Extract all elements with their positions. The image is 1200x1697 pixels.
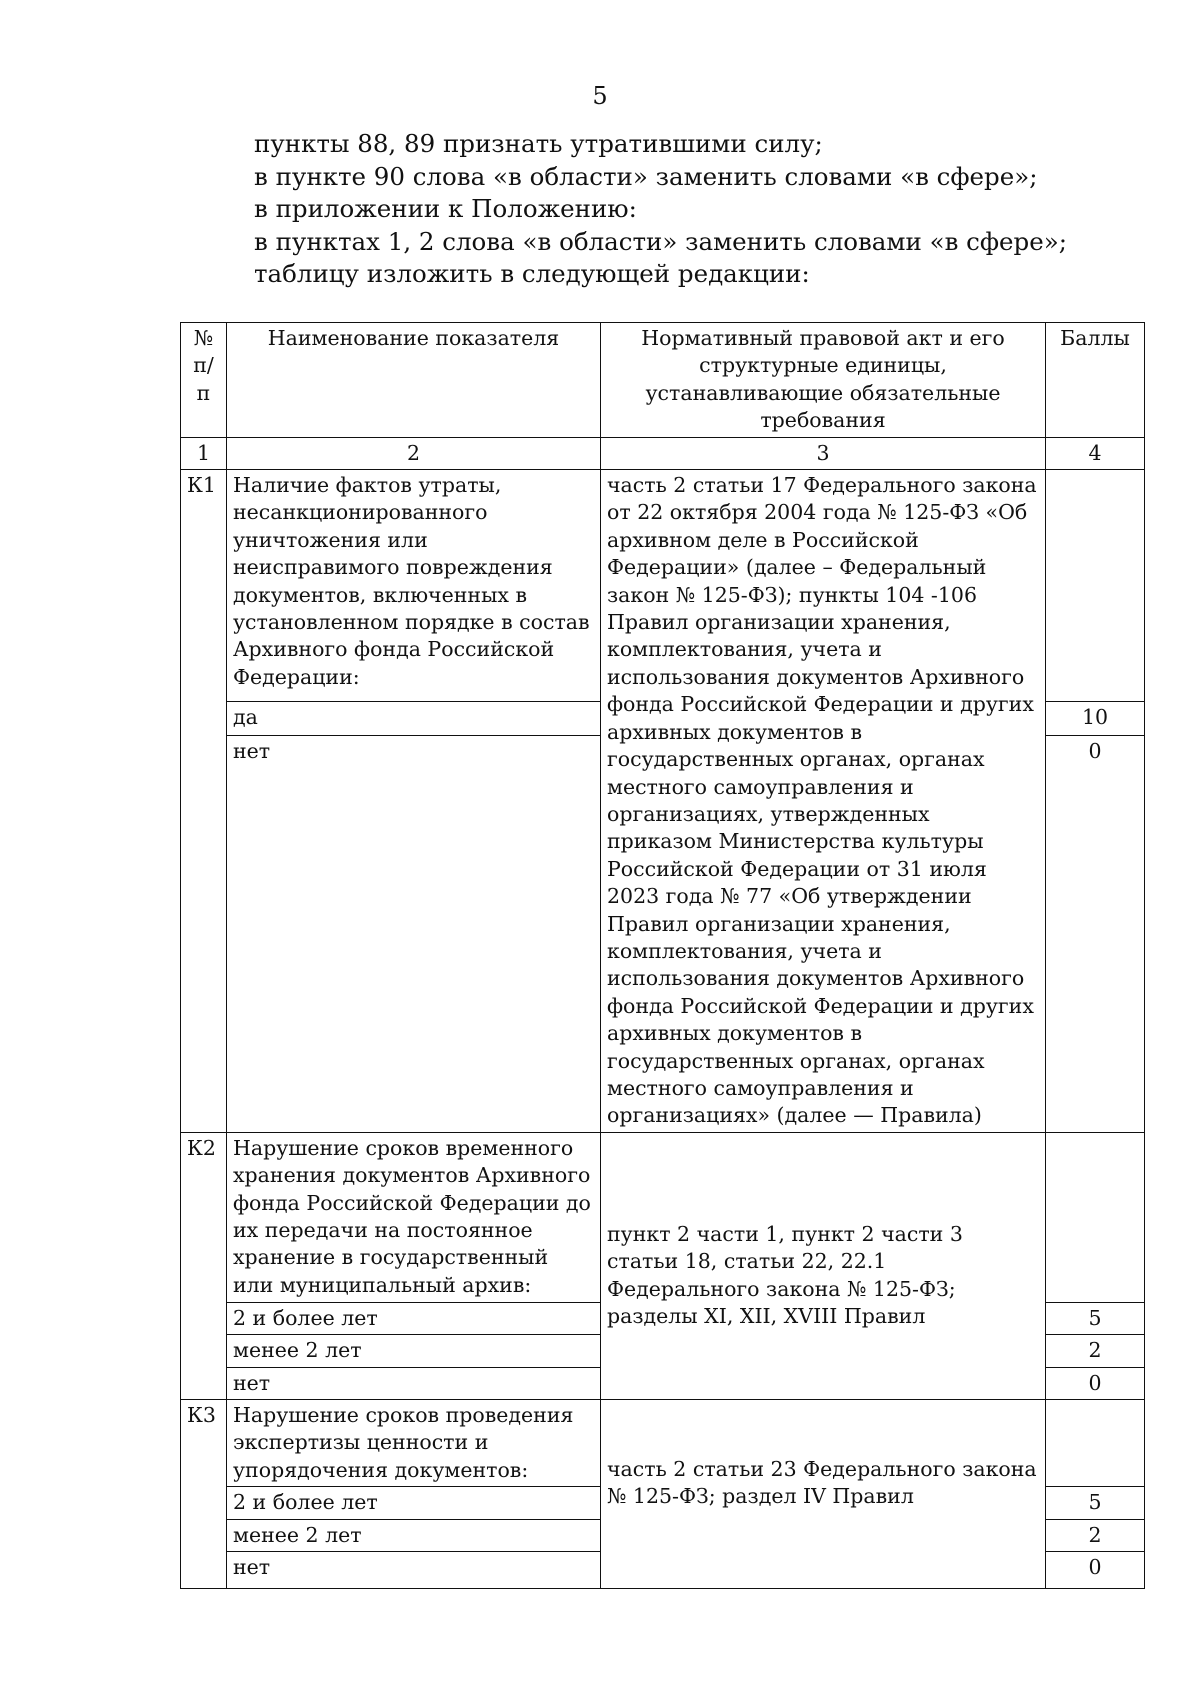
option-score: 0 bbox=[1046, 1552, 1145, 1589]
indicator-code: К2 bbox=[181, 1132, 227, 1399]
intro-line: в приложении к Положению: bbox=[254, 194, 637, 223]
score-empty bbox=[1046, 1400, 1145, 1487]
intro-line: таблицу изложить в следующей редакции: bbox=[254, 259, 810, 288]
indicator-name: Наличие фактов утраты, несанкционированного уничтожения или неисправимого повреждения документов, включенных в установленном порядке в состав Архивного фонда Российской Федерации: bbox=[227, 470, 601, 702]
intro-line: в пункте 90 слова «в области» заменить словами «в сфере»; bbox=[254, 161, 1038, 191]
table-header-row bbox=[181, 323, 1145, 438]
option-label: да bbox=[227, 702, 601, 736]
column-number: 3 bbox=[601, 437, 1046, 469]
option-score: 10 bbox=[1046, 702, 1145, 736]
option-label: 2 и более лет bbox=[227, 1302, 601, 1334]
option-label: 2 и более лет bbox=[227, 1487, 601, 1519]
table-row bbox=[181, 1132, 1145, 1302]
indicator-code: К3 bbox=[181, 1400, 227, 1589]
option-label: менее 2 лет bbox=[227, 1335, 601, 1367]
column-number: 1 bbox=[181, 437, 227, 469]
indicators-table bbox=[180, 322, 1145, 1589]
header-legal-act: Нормативный правовой акт и его структурные единицы, устанавливающие обязательные требования bbox=[601, 323, 1046, 438]
option-label: менее 2 лет bbox=[227, 1519, 601, 1551]
header-score: Баллы bbox=[1046, 323, 1145, 438]
table-row bbox=[181, 470, 1145, 702]
column-number: 4 bbox=[1046, 437, 1145, 469]
intro-line: пункты 88, 89 признать утратившими силу; bbox=[254, 129, 823, 158]
header-number: № п/ п bbox=[181, 323, 227, 438]
option-score: 0 bbox=[1046, 1367, 1145, 1399]
score-empty bbox=[1046, 470, 1145, 702]
option-label: нет bbox=[227, 735, 601, 1132]
column-number: 2 bbox=[227, 437, 601, 469]
option-score: 5 bbox=[1046, 1487, 1145, 1519]
option-score: 2 bbox=[1046, 1335, 1145, 1367]
legal-act-text: часть 2 статьи 23 Федерального закона № 125-ФЗ; раздел IV Правил bbox=[601, 1400, 1046, 1589]
table-row bbox=[181, 1400, 1145, 1487]
intro-line: в пунктах 1, 2 слова «в области» заменить словами «в сфере»; bbox=[254, 226, 1067, 256]
legal-act-text: пункт 2 части 1, пункт 2 части 3 статьи 18, статьи 22, 22.1 Федерального закона № 125-ФЗ; разделы XI, XII, XVIII Правил bbox=[601, 1132, 1046, 1399]
legal-act-text: часть 2 статьи 17 Федерального закона от 22 октября 2004 года № 125-ФЗ «Об архивном деле в Российской Федерации» (далее – Федеральный закон № 125-ФЗ); пункты 104 -106 Правил организации хранения, комплектования, учета и использования документов Архивного фонда Российской Федерации и других архивных документов в государственных органах, органах местного самоуправления и организациях, утвержденных приказом Министерства культуры Российской Федерации от 31 июля 2023 года № 77 «Об утверждении Правил организации хранения, комплектования, учета и использования документов Архивного фонда Российской Федерации и других архивных документов в государственных органах, органах местного самоуправления и организациях» (далее — Правила) bbox=[601, 470, 1046, 1133]
option-score: 2 bbox=[1046, 1519, 1145, 1551]
option-score: 5 bbox=[1046, 1302, 1145, 1334]
indicator-name: Нарушение сроков проведения экспертизы ценности и упорядочения документов: bbox=[227, 1400, 601, 1487]
score-empty bbox=[1046, 1132, 1145, 1302]
header-indicator-name: Наименование показателя bbox=[227, 323, 601, 438]
indicator-code: К1 bbox=[181, 470, 227, 1133]
option-label: нет bbox=[227, 1367, 601, 1399]
option-label: нет bbox=[227, 1552, 601, 1589]
page-number: 5 bbox=[592, 82, 608, 110]
column-number-row bbox=[181, 437, 1145, 469]
option-score: 0 bbox=[1046, 735, 1145, 1132]
indicator-name: Нарушение сроков временного хранения документов Архивного фонда Российской Федерации до их передачи на постоянное хранение в государственный или муниципальный архив: bbox=[227, 1132, 601, 1302]
intro-paragraph bbox=[254, 128, 1134, 291]
